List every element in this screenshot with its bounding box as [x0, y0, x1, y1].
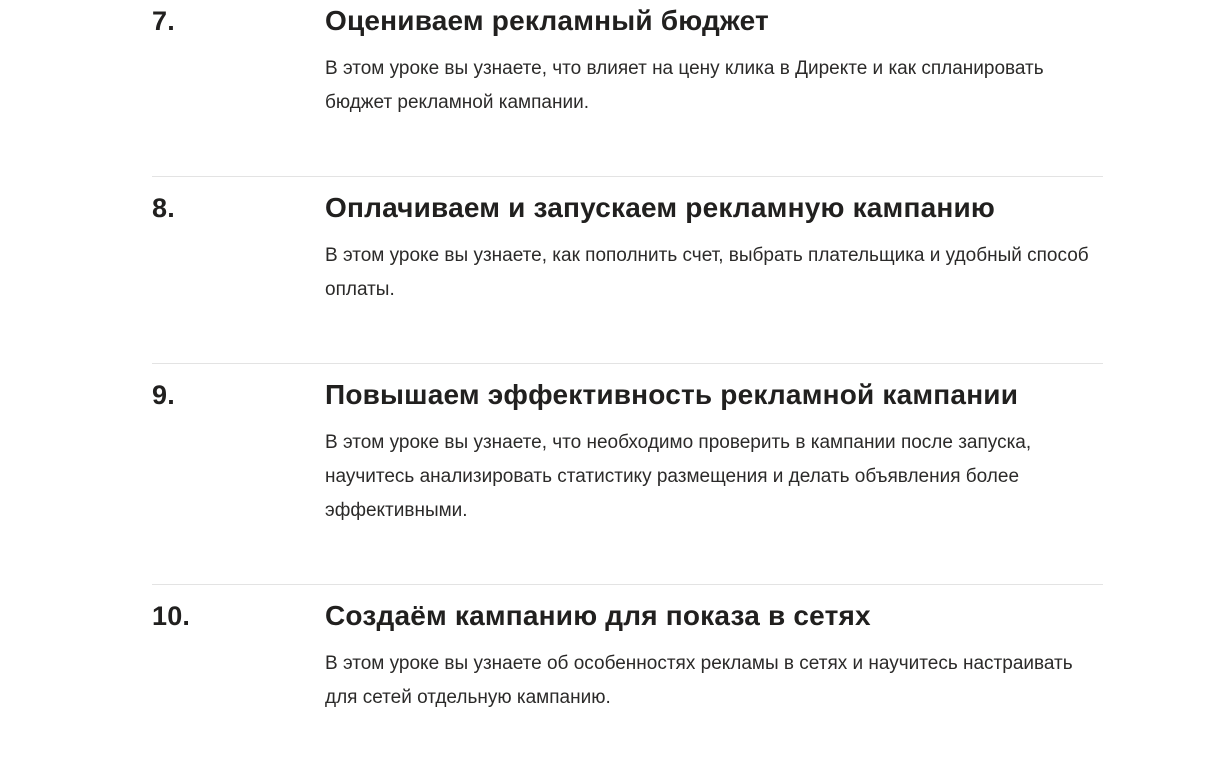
lesson-item: [152, 584, 1103, 764]
lesson-number: 8.: [152, 193, 175, 223]
lesson-title[interactable]: Создаём кампанию для показа в сетях: [325, 600, 871, 631]
lesson-item: [152, 363, 1103, 584]
lesson-content: [325, 191, 1103, 307]
lesson-number: 10.: [152, 601, 191, 631]
lesson-content: [325, 378, 1103, 528]
lesson-list: [152, 0, 1103, 764]
lesson-description: В этом уроке вы узнаете, как пополнить счет, выбрать плательщика и удобный способ оплаты.: [325, 245, 1089, 300]
lesson-title[interactable]: Повышаем эффективность рекламной кампании: [325, 379, 1019, 410]
lesson-content: [325, 599, 1103, 715]
lesson-content: [325, 4, 1103, 120]
lesson-item: [152, 0, 1103, 176]
lesson-title[interactable]: Оцениваем рекламный бюджет: [325, 5, 769, 36]
lesson-number: 7.: [152, 6, 175, 36]
lesson-title[interactable]: Оплачиваем и запускаем рекламную кампанию: [325, 192, 995, 223]
lesson-item: [152, 176, 1103, 363]
lesson-description: В этом уроке вы узнаете, что влияет на цену клика в Директе и как спланировать бюджет рекламной кампании.: [325, 58, 1044, 113]
lesson-description: В этом уроке вы узнаете, что необходимо проверить в кампании после запуска, научитесь анализировать статистику размещения и делать объявления более эффективными.: [325, 432, 1032, 521]
lesson-number: 9.: [152, 380, 175, 410]
lesson-description: В этом уроке вы узнаете об особенностях рекламы в сетях и научитесь настраивать для сетей отдельную кампанию.: [325, 653, 1073, 708]
